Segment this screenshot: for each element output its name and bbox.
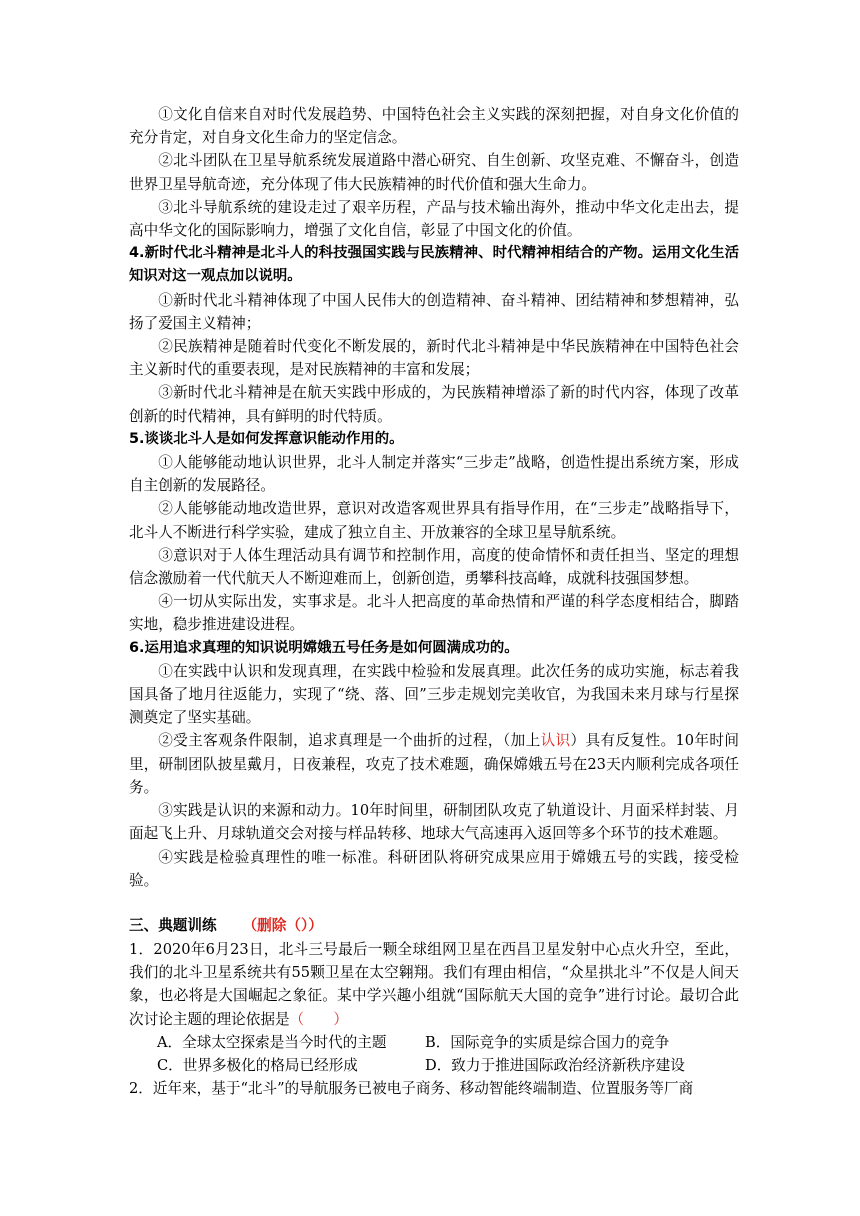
question-5-title: 5.谈谈北斗人是如何发挥意识能动作用的。 xyxy=(129,430,404,447)
q5-item-3: ③意识对于人体生理活动具有调节和控制作用，高度的使命情怀和责任担当、坚定的理想信念激励着一代代航天人不断迎难而上，创新创造，勇攀科技高峰，成就科技强国梦想。 xyxy=(129,546,739,588)
option-a: A．全球太空探索是当今时代的主题 xyxy=(157,1033,387,1051)
section-3-title: 三、典题训练 xyxy=(129,916,217,934)
section-3-heading xyxy=(129,914,739,938)
option-c: C．世界多极化的格局已经形成 xyxy=(157,1056,358,1074)
q6-item-4: ④实践是检验真理性的唯一标准。科研团队将研究成果应用于嫦娥五号的实践，接受检验。 xyxy=(129,848,739,889)
question-6-title: 6.运用追求真理的知识说明嫦娥五号任务是如何圆满成功的。 xyxy=(129,639,519,656)
q6-item-3: ③实践是认识的来源和动力。10年时间里，研制团队攻克了轨道设计、月面采样封装、月面起飞上升、月球轨道交会对接与样品转移、地球大气高速再入返回等多个环节的技术难题。 xyxy=(129,802,739,843)
block3-item-3: ③北斗导航系统的建设走过了艰辛历程，产品与技术输出海外，推动中华文化走出去，提高中华文化的国际影响力，增强了文化自信，彰显了中国文化的价值。 xyxy=(129,198,739,240)
q4-item-2: ②民族精神是随着时代变化不断发展的，新时代北斗精神是中华民族精神在中国特色社会主义新时代的重要表现，是对民族精神的丰富和发展； xyxy=(129,338,739,379)
block3-item-2: ②北斗团队在卫星导航系统发展道路中潜心研究、自生创新、攻坚克难、不懈奋斗，创造世界卫星导航奇迹，充分体现了伟大民族精神的时代价值和强大生命力。 xyxy=(129,152,739,193)
delete-note: （删除（）） xyxy=(242,916,323,934)
q5-item-1: ①人能够能动地认识世界，北斗人制定并落实“三步走”战略，创造性提出系统方案，形成自主创新的发展路径。 xyxy=(129,454,739,495)
q6-item-2-before: ②受主客观条件限制，追求真理是一个曲折的过程，（加上 xyxy=(158,732,541,750)
exercise-1-text: 1．2020年6月23日，北斗三号最后一颗全球组网卫星在西昌卫星发射中心点火升空，至此，我们的北斗卫星系统共有55颗卫星在太空翱翔。我们有理由相信，“众星拱北斗”不仅是人间天象，也必将是大国崛起之象征。某中学兴趣小组就“国际航天大国的竞争”进行讨论。最切合此次讨论主题的理论依据是 xyxy=(129,940,739,1028)
q5-item-2: ②人能够能动地改造世界，意识对改造客观世界具有指导作用，在“三步走”战略指导下，北斗人不断进行科学实验，建成了独立自主、开放兼容的全球卫星导航系统。 xyxy=(129,500,739,541)
question-4-title: 4.新时代北斗精神是北斗人的科技强国实践与民族精神、时代精神相结合的产物。运用文化生活知识对这一观点加以说明。 xyxy=(129,245,739,285)
exercise-2-stem: 2．近年来，基于“北斗”的导航服务已被电子商务、移动智能终端制造、位置服务等厂商 xyxy=(129,1080,694,1098)
q6-item-2-highlight: 认识 xyxy=(540,732,571,750)
answer-blank: （ ） xyxy=(289,1010,348,1028)
q6-item-2-after: ）具有反复性。10年时间里，研制团队披星戴月，日夜兼程，攻克了技术难题，确保嫦娥五号在23天内顺利完成各项任务。 xyxy=(129,732,739,796)
option-d: D．致力于推进国际政治经济新秩序建设 xyxy=(425,1056,685,1074)
q4-item-3: ③新时代北斗精神是在航天实践中形成的，为民族精神增添了新的时代内容，体现了改革创新的时代精神，具有鲜明的时代特质。 xyxy=(129,384,739,425)
q4-item-1: ①新时代北斗精神体现了中国人民伟大的创造精神、奋斗精神、团结精神和梦想精神，弘扬了爱国主义精神； xyxy=(129,291,739,332)
exercise-1-stem xyxy=(129,938,739,1031)
document-body xyxy=(129,103,739,1100)
block3-item-1: ①文化自信来自对时代发展趋势、中国特色社会主义实践的深刻把握，对自身文化价值的充分肯定，对自身文化生命力的坚定信念。 xyxy=(129,106,739,147)
option-b: B．国际竞争的实质是综合国力的竞争 xyxy=(425,1033,670,1051)
exercise-1-options xyxy=(129,1031,739,1077)
q6-item-1: ①在实践中认识和发现真理，在实践中检验和发展真理。此次任务的成功实施，标志着我国具备了地月往返能力，实现了“绕、落、回”三步走规划完美收官，为我国未来月球与行星探测奠定了坚实基础。 xyxy=(129,662,739,727)
q6-item-2 xyxy=(129,729,739,799)
q5-item-4: ④一切从实际出发，实事求是。北斗人把高度的革命热情和严谨的科学态度相结合，脚踏实地，稳步推进建设进程。 xyxy=(129,593,739,634)
